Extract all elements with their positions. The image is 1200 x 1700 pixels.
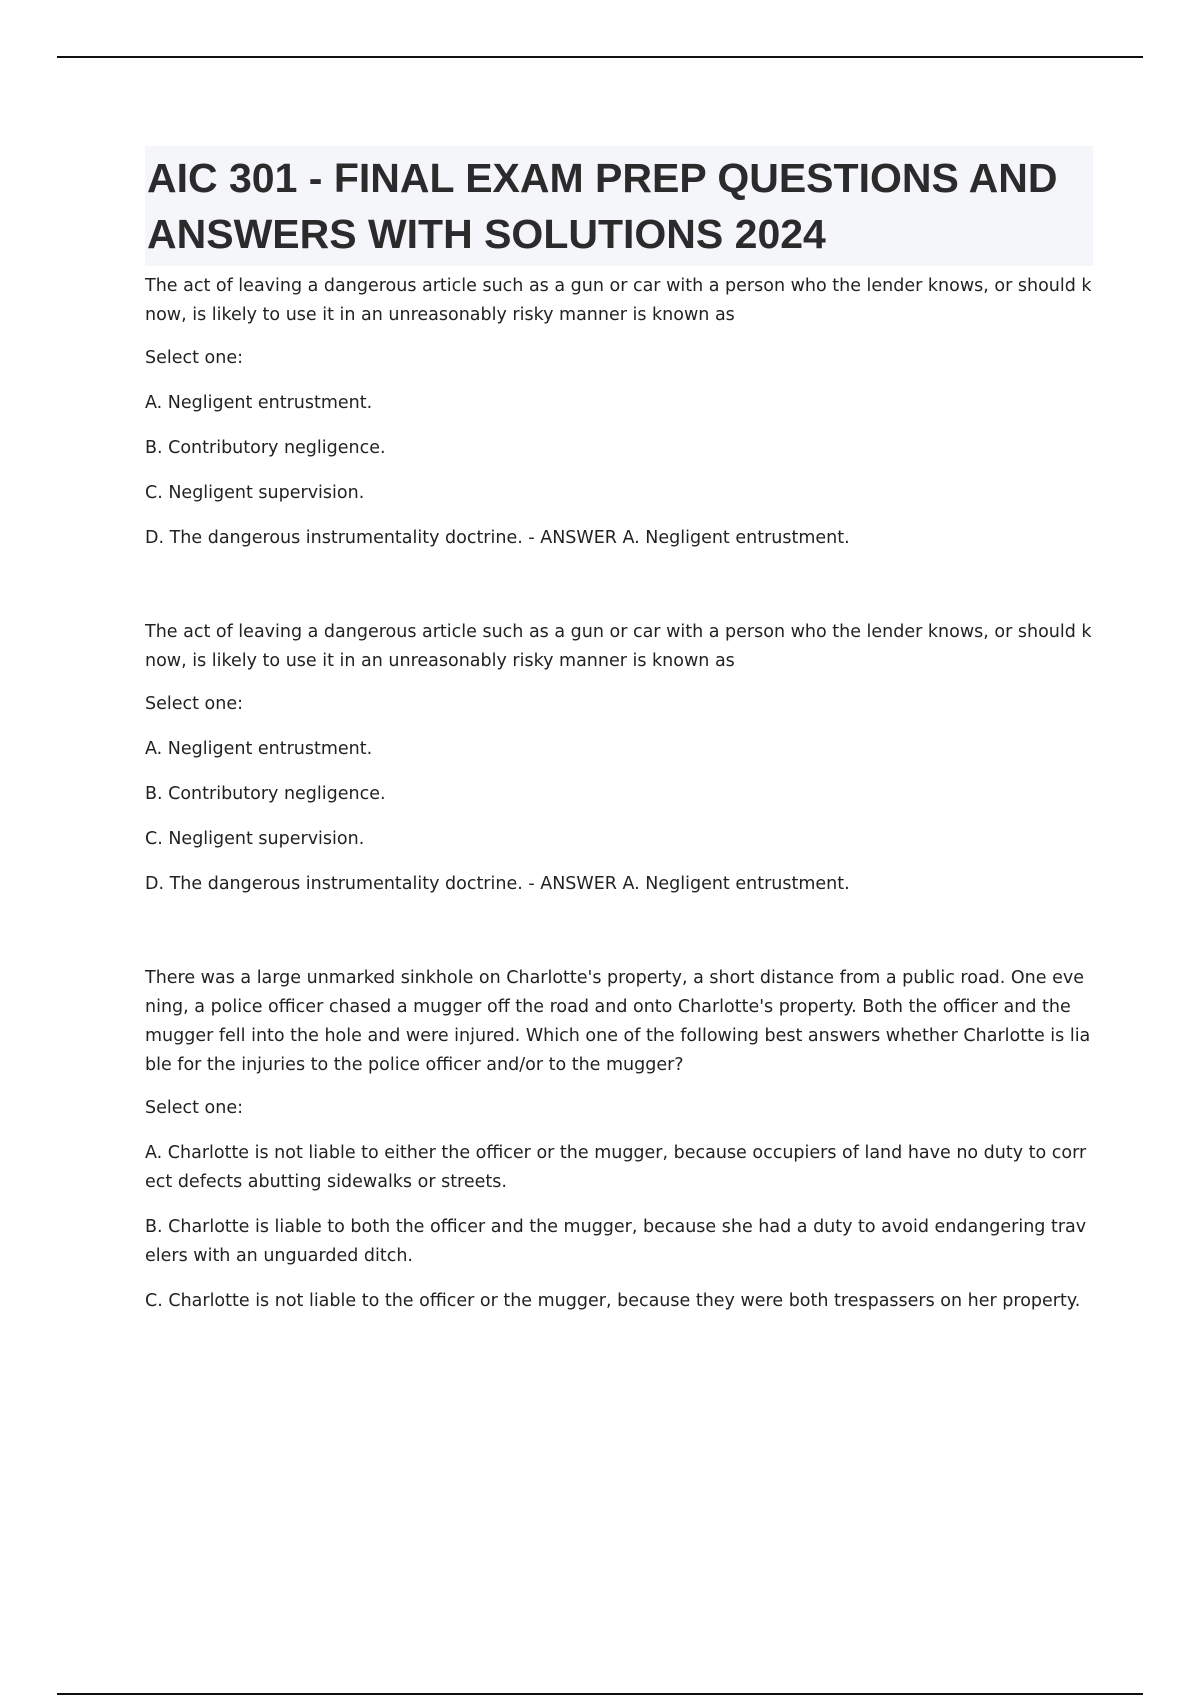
select-prompt: Select one: — [145, 348, 244, 368]
question-text: There was a large unmarked sinkhole on Charlotte's property, a short distance from a public road. One evening, a police officer chased a mugger off the road and onto Charlotte's property. Both the officer and the mugger fell into the hole and were injured. Which one of the following best answers whether Charlotte is liable for the injuries to the police officer and/or to the mugger? — [145, 968, 1091, 1075]
option-a: A. Negligent entrustment. — [145, 393, 373, 413]
option-b: B. Contributory negligence. — [145, 784, 386, 804]
select-prompt: Select one: — [145, 1098, 244, 1118]
document-body — [145, 146, 1093, 1332]
title-block — [145, 146, 1093, 266]
option-b: B. Contributory negligence. — [145, 438, 386, 458]
select-prompt: Select one: — [145, 694, 244, 714]
top-rule — [57, 56, 1143, 58]
question-1 — [145, 272, 1093, 553]
option-c: C. Negligent supervision. — [145, 483, 365, 503]
option-c: C. Negligent supervision. — [145, 829, 365, 849]
bottom-rule — [57, 1693, 1143, 1695]
option-a: A. Negligent entrustment. — [145, 739, 373, 759]
question-2 — [145, 618, 1093, 899]
question-text: The act of leaving a dangerous article such as a gun or car with a person who the lender knows, or should know, is likely to use it in an unreasonably risky manner is known as — [145, 622, 1092, 671]
option-d-with-answer: D. The dangerous instrumentality doctrine. - ANSWER A. Negligent entrustment. — [145, 874, 850, 894]
option-b: B. Charlotte is liable to both the officer and the mugger, because she had a duty to avoid endangering travelers with an unguarded ditch. — [145, 1217, 1087, 1266]
option-a: A. Charlotte is not liable to either the officer or the mugger, because occupiers of land have no duty to correct defects abutting sidewalks or streets. — [145, 1143, 1087, 1192]
question-3 — [145, 964, 1093, 1316]
document-title: AIC 301 - FINAL EXAM PREP QUESTIONS AND ANSWERS WITH SOLUTIONS 2024 — [147, 155, 1058, 257]
option-c: C. Charlotte is not liable to the officer or the mugger, because they were both trespassers on her property. — [145, 1291, 1081, 1311]
question-text: The act of leaving a dangerous article such as a gun or car with a person who the lender knows, or should know, is likely to use it in an unreasonably risky manner is known as — [145, 276, 1092, 325]
option-d-with-answer: D. The dangerous instrumentality doctrine. - ANSWER A. Negligent entrustment. — [145, 528, 850, 548]
